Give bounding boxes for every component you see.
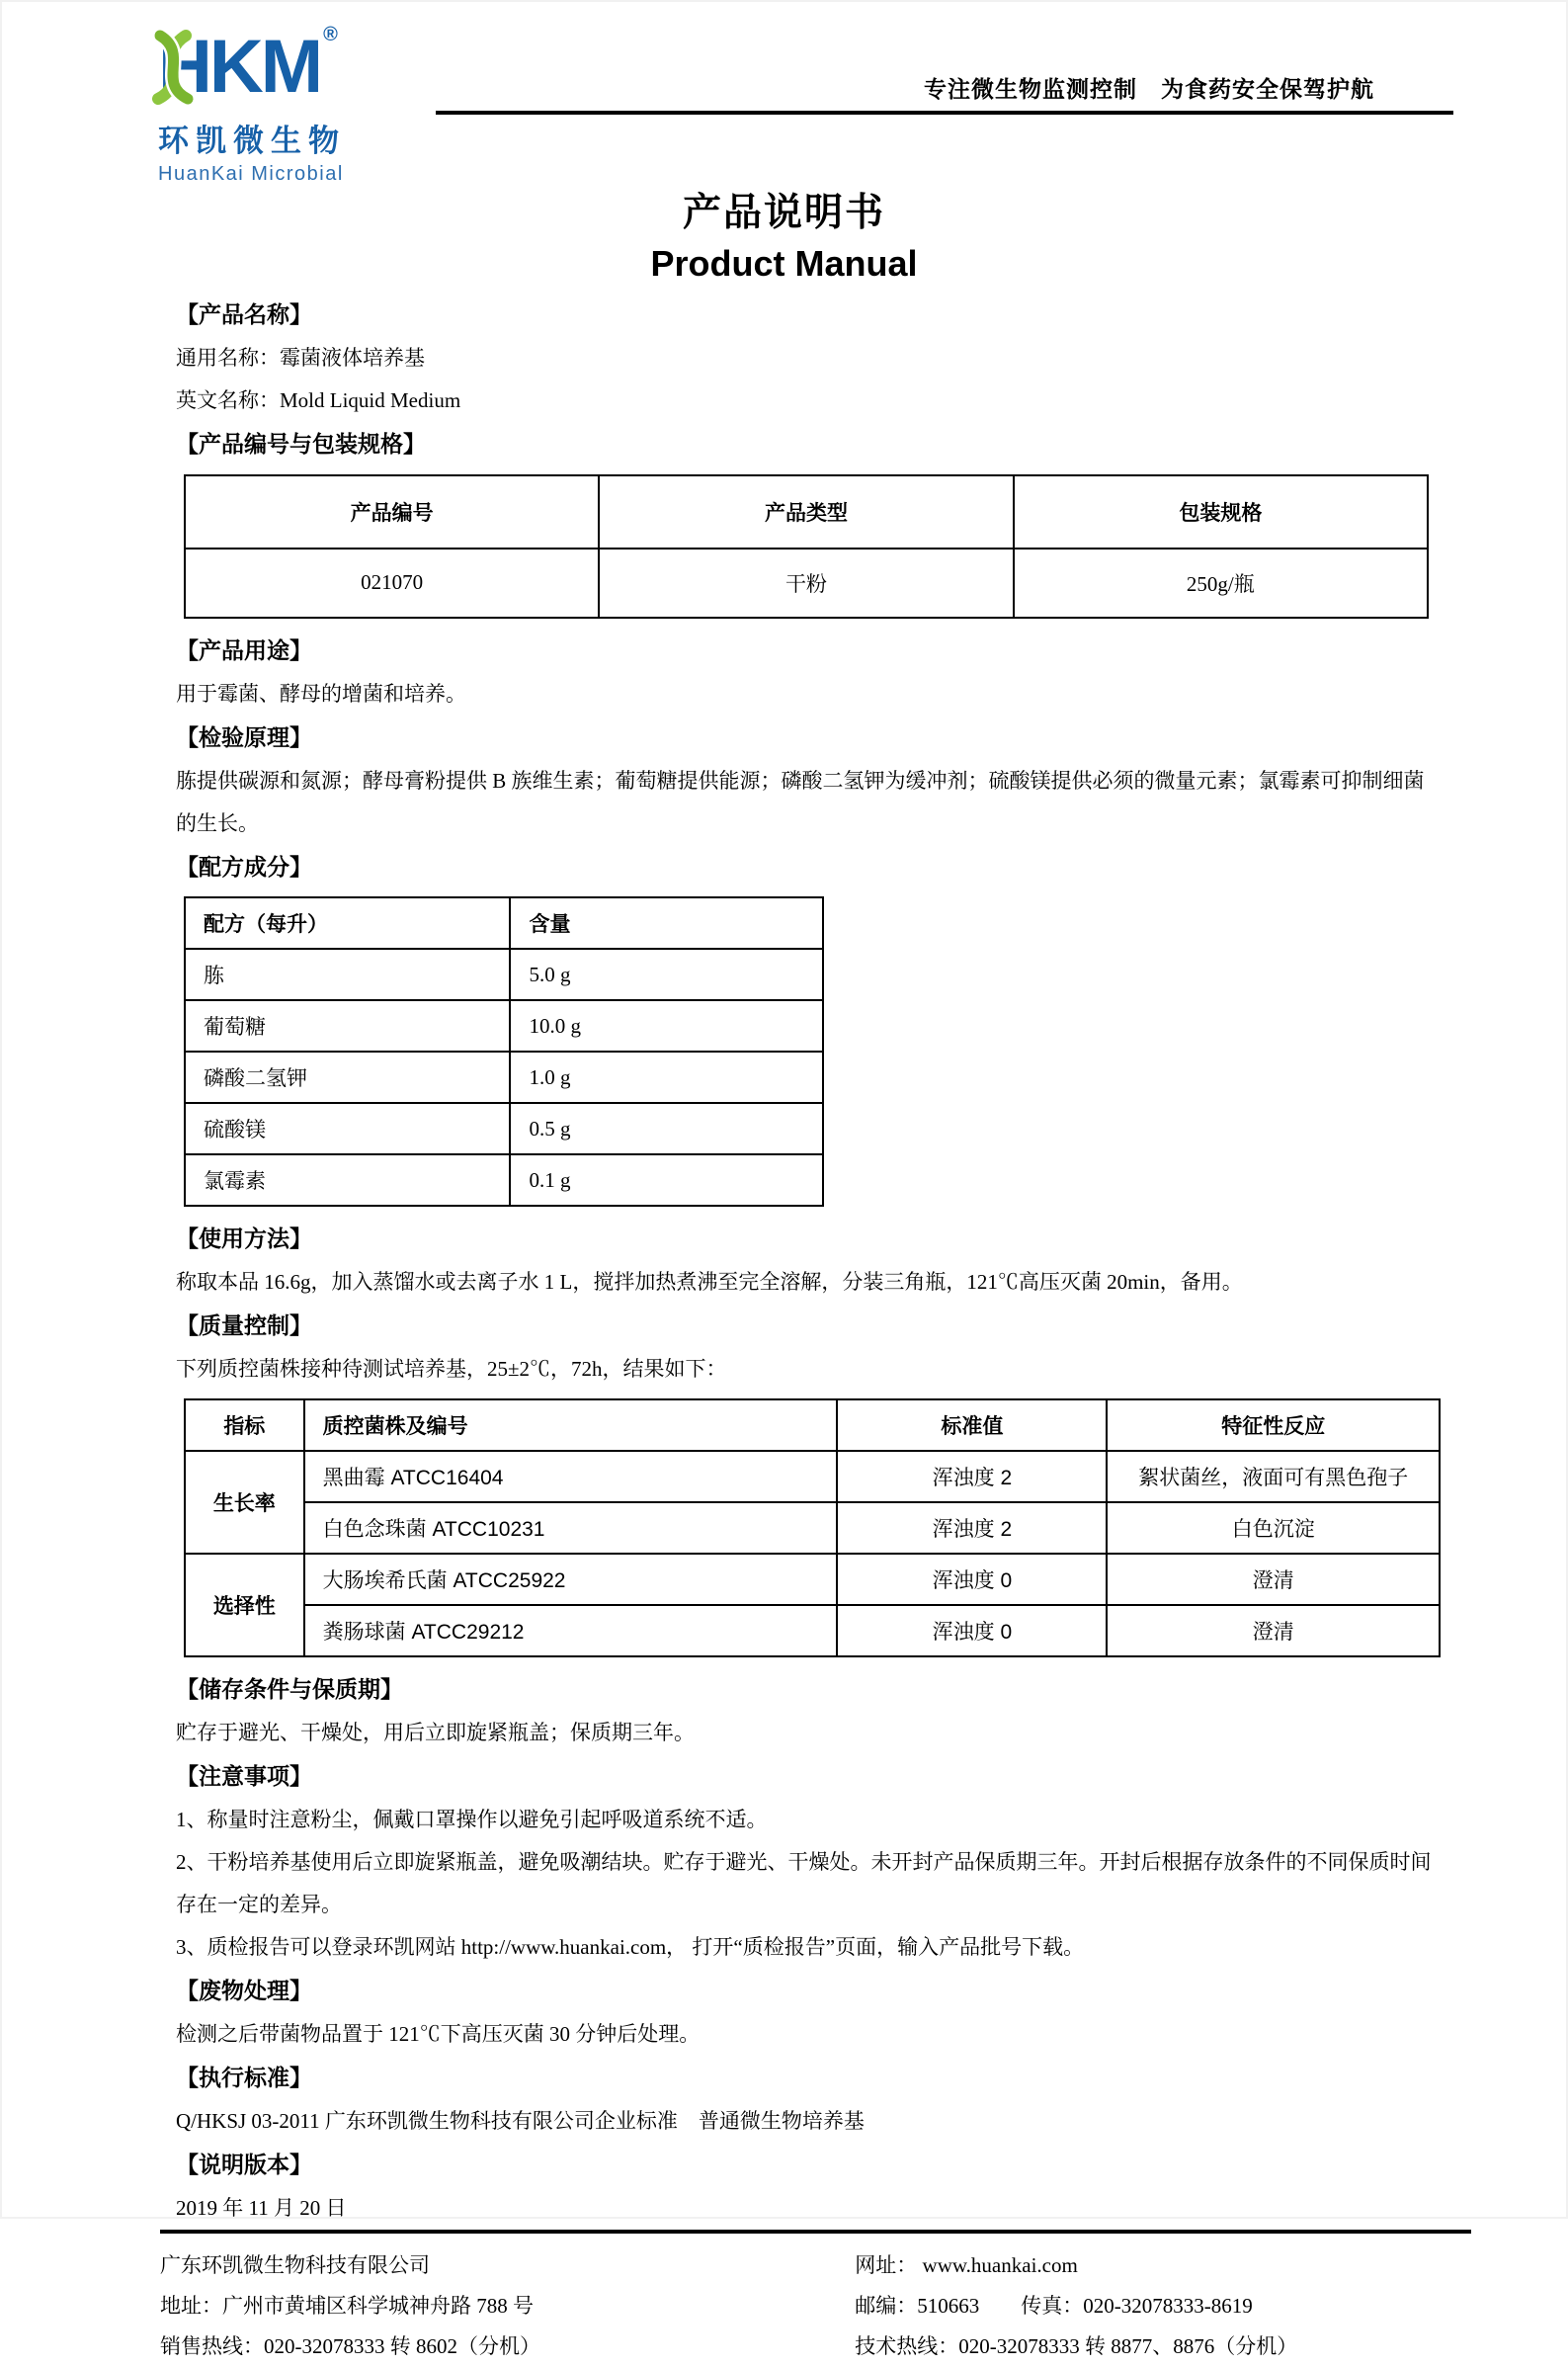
note-item-1: 1、称量时注意粉尘，佩戴口罩操作以避免引起呼吸道系统不适。 — [176, 1807, 768, 1831]
product-type-value: 干粉 — [599, 549, 1013, 618]
logo-cn-name: 环凯微生物 — [158, 124, 346, 158]
footer-postal-fax: 邮编：510663 传真：020-32078333-8619 — [855, 2293, 1253, 2318]
table-row — [185, 1554, 1440, 1605]
column-header-type: 产品类型 — [599, 475, 1013, 549]
footer-sales-hotline: 销售热线：020-32078333 转 8602（分机） — [160, 2333, 540, 2358]
section-heading: 【产品用途】 — [176, 636, 312, 663]
footer-address: 地址：广州市黄埔区科学城神舟路 788 号 — [160, 2293, 534, 2318]
table-row — [185, 1052, 823, 1103]
logo-en-name: HuanKai Microbial — [158, 163, 344, 185]
reaction-value: 澄清 — [1107, 1554, 1440, 1605]
section-storage — [176, 1667, 1440, 1754]
standard-value: 浑浊度 2 — [837, 1451, 1107, 1502]
page-title-cn: 产品说明书 — [682, 192, 885, 234]
product-code-value: 021070 — [185, 549, 599, 618]
strain-name: 黑曲霉 ATCC16404 — [304, 1451, 838, 1502]
footer-website: 网址： www.huankai.com — [855, 2252, 1078, 2277]
section-product-code — [176, 422, 1440, 619]
ingredient-name: 硫酸镁 — [185, 1103, 510, 1154]
section-usage — [176, 629, 1440, 716]
ingredient-name: 胨 — [185, 949, 510, 1000]
ingredient-amount: 0.5 g — [510, 1103, 823, 1154]
table-header-row — [185, 475, 1428, 549]
english-name-line: 英文名称：Mold Liquid Medium — [176, 387, 461, 412]
ingredient-name: 氯霉素 — [185, 1154, 510, 1206]
standard-value: 浑浊度 2 — [837, 1502, 1107, 1554]
company-tagline: 专注微生物监测控制 为食药安全保驾护航 — [924, 76, 1374, 102]
ingredient-amount: 5.0 g — [510, 949, 823, 1000]
formula-table — [184, 896, 824, 1207]
section-heading: 【配方成分】 — [176, 853, 312, 880]
registered-trademark-icon: ® — [323, 24, 338, 45]
waste-text: 检测之后带菌物品置于 121℃下高压灭菌 30 分钟后处理。 — [176, 2022, 701, 2046]
section-method — [176, 1217, 1440, 1304]
version-date: 2019 年 11 月 20 日 — [176, 2195, 347, 2220]
section-heading: 【使用方法】 — [176, 1226, 312, 1252]
header-divider-line — [436, 111, 1453, 115]
ingredient-amount: 1.0 g — [510, 1052, 823, 1103]
section-waste — [176, 1969, 1440, 2056]
document-body — [176, 293, 1440, 2230]
table-row — [185, 1154, 823, 1206]
indicator-group-growth: 生长率 — [185, 1451, 304, 1554]
section-version — [176, 2143, 1440, 2230]
table-row — [185, 1605, 1440, 1656]
section-heading: 【废物处理】 — [176, 1978, 312, 2004]
strain-name: 白色念珠菌 ATCC10231 — [304, 1502, 838, 1554]
footer-tech-hotline: 技术热线：020-32078333 转 8877、8876（分机） — [855, 2333, 1298, 2358]
dna-helix-icon — [146, 28, 204, 107]
page-header — [0, 0, 1568, 185]
column-header-strain: 质控菌株及编号 — [304, 1399, 838, 1451]
product-code-table — [184, 474, 1429, 619]
section-heading: 【注意事项】 — [176, 1763, 312, 1790]
table-row — [185, 549, 1428, 618]
column-header-ingredient: 配方（每升） — [185, 897, 510, 949]
strain-name: 大肠埃希氏菌 ATCC25922 — [304, 1554, 838, 1605]
standard-value: 浑浊度 0 — [837, 1605, 1107, 1656]
usage-text: 用于霉菌、酵母的增菌和培养。 — [176, 681, 466, 706]
column-header-pack: 包装规格 — [1014, 475, 1428, 549]
section-notes — [176, 1754, 1440, 1969]
section-heading: 【产品编号与包装规格】 — [176, 430, 426, 457]
pack-spec-value: 250g/瓶 — [1014, 549, 1428, 618]
method-text: 称取本品 16.6g，加入蒸馏水或去离子水 1 L，搅拌加热煮沸至完全溶解，分装三角瓶，121℃高压灭菌 20min，备用。 — [176, 1270, 1243, 1295]
reaction-value: 絮状菌丝，液面可有黑色孢子 — [1107, 1451, 1440, 1502]
generic-name-line: 通用名称：霉菌液体培养基 — [176, 345, 425, 370]
table-header-row — [185, 1399, 1440, 1451]
storage-text: 贮存于避光、干燥处，用后立即旋紧瓶盖；保质期三年。 — [176, 1721, 695, 1745]
column-header-amount: 含量 — [510, 897, 823, 949]
ingredient-amount: 0.1 g — [510, 1154, 823, 1206]
column-header-reaction: 特征性反应 — [1107, 1399, 1440, 1451]
standard-value: 浑浊度 0 — [837, 1554, 1107, 1605]
column-header-code: 产品编号 — [185, 475, 599, 549]
ingredient-name: 葡萄糖 — [185, 1000, 510, 1052]
hkm-logo-text: HKM — [158, 25, 321, 109]
section-product-name — [176, 293, 1440, 422]
section-quality-control — [176, 1304, 1440, 1657]
section-formula — [176, 845, 1440, 1208]
reaction-value: 白色沉淀 — [1107, 1502, 1440, 1554]
section-heading: 【检验原理】 — [176, 723, 312, 750]
section-standard — [176, 2056, 1440, 2143]
page-footer — [160, 2230, 1471, 2367]
column-header-indicator: 指标 — [185, 1399, 304, 1451]
principle-text: 胨提供碳源和氮源；酵母膏粉提供 B 族维生素；葡萄糖提供能源；磷酸二氢钾为缓冲剂；硫酸镁提供必须的微量元素；氯霉素可抑制细菌的生长。 — [176, 768, 1425, 835]
section-heading: 【质量控制】 — [176, 1312, 312, 1339]
indicator-group-selectivity: 选择性 — [185, 1554, 304, 1656]
strain-name: 粪肠球菌 ATCC29212 — [304, 1605, 838, 1656]
ingredient-name: 磷酸二氢钾 — [185, 1052, 510, 1103]
standard-text: Q/HKSJ 03-2011 广东环凯微生物科技有限公司企业标准 普通微生物培养基 — [176, 2108, 865, 2133]
table-row — [185, 949, 823, 1000]
qc-table — [184, 1398, 1441, 1657]
section-heading: 【说明版本】 — [176, 2151, 312, 2177]
section-heading: 【执行标准】 — [176, 2065, 312, 2091]
document-title-block — [0, 182, 1568, 285]
table-row — [185, 1502, 1440, 1554]
section-heading: 【产品名称】 — [176, 301, 312, 327]
page-title-en: Product Manual — [650, 243, 918, 284]
table-header-row — [185, 897, 823, 949]
table-row — [185, 1000, 823, 1052]
hkm-logo — [158, 24, 454, 186]
table-row — [185, 1451, 1440, 1502]
footer-company: 广东环凯微生物科技有限公司 — [160, 2252, 430, 2277]
table-row — [185, 1103, 823, 1154]
hkm-logo-row — [158, 24, 454, 113]
note-item-2: 2、干粉培养基使用后立即旋紧瓶盖，避免吸潮结块。贮存于避光、干燥处。未开封产品保质期三年。开封后根据存放条件的不同保质时间存在一定的差异。 — [176, 1850, 1432, 1917]
column-header-standard: 标准值 — [837, 1399, 1107, 1451]
note-item-3: 3、质检报告可以登录环凯网站 http://www.huankai.com， 打开“质检报告”页面，输入产品批号下载。 — [176, 1935, 1085, 1960]
section-heading: 【储存条件与保质期】 — [176, 1676, 403, 1703]
ingredient-amount: 10.0 g — [510, 1000, 823, 1052]
reaction-value: 澄清 — [1107, 1605, 1440, 1656]
qc-intro-text: 下列质控菌株接种待测试培养基，25±2℃，72h，结果如下： — [176, 1357, 727, 1382]
section-principle — [176, 716, 1440, 845]
